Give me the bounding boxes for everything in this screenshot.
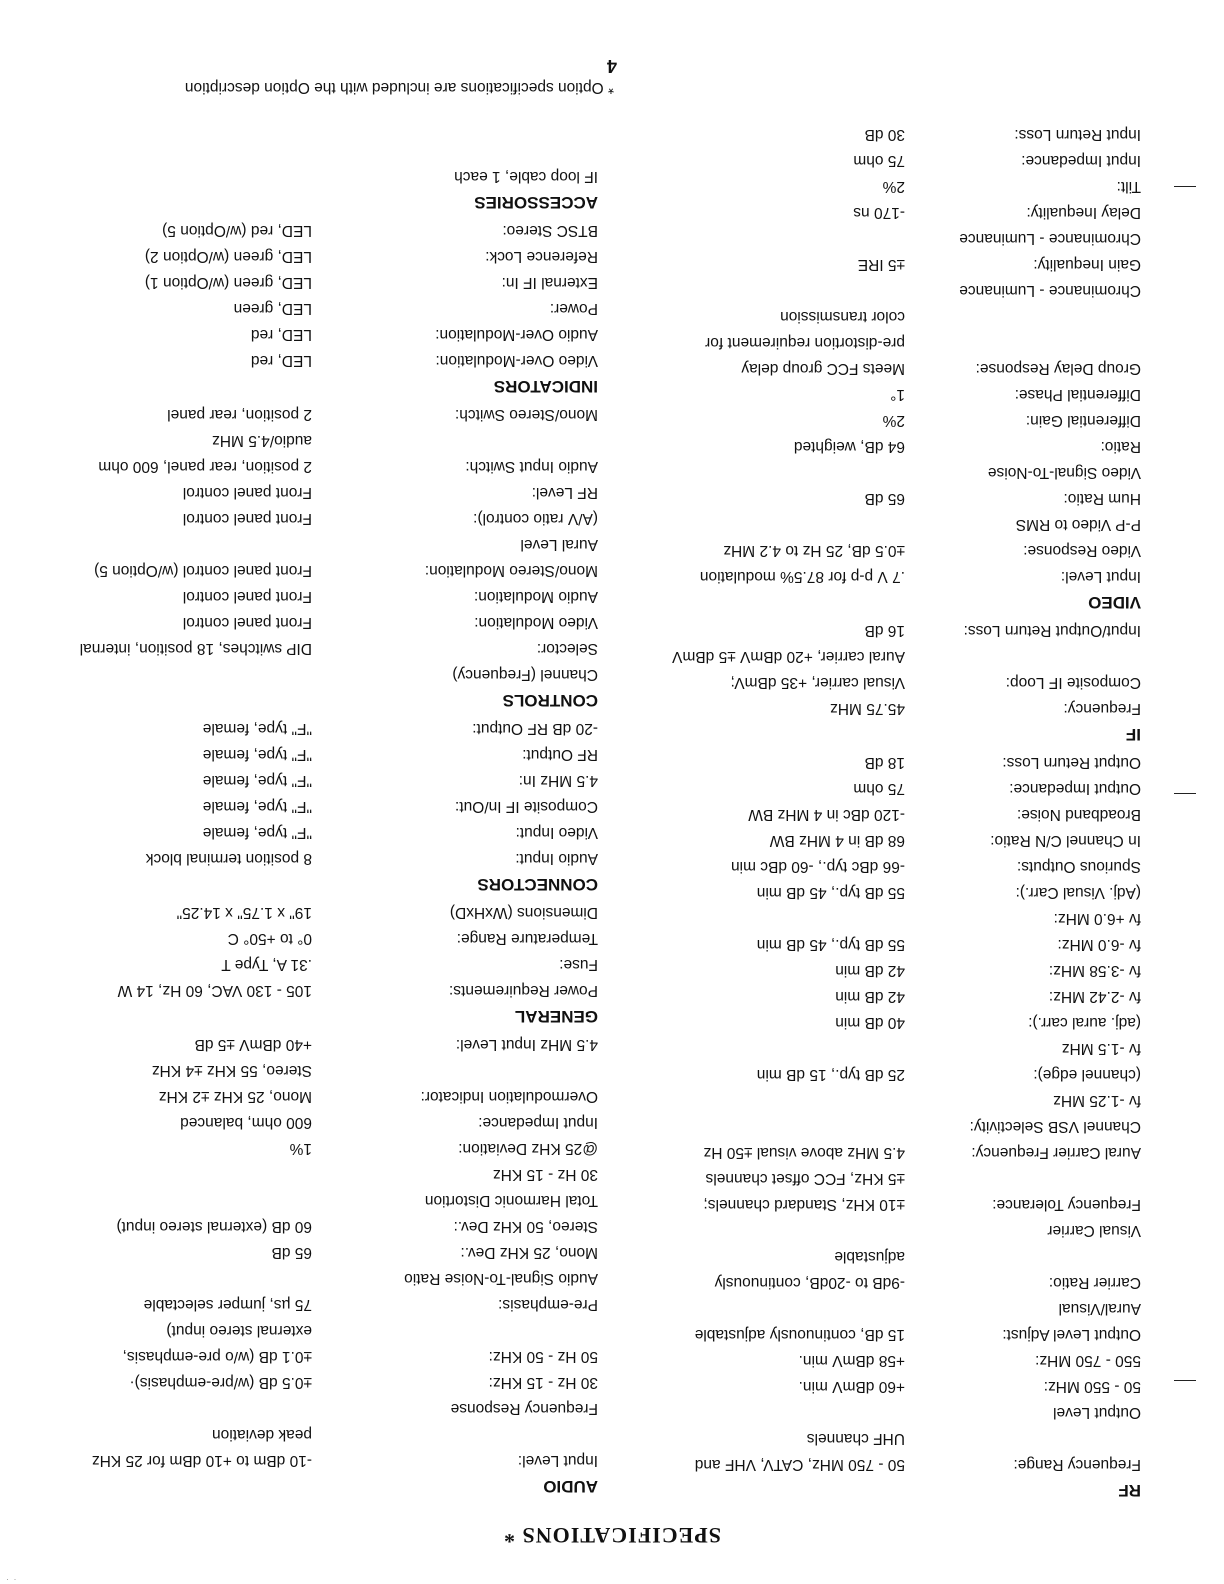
spec-row — [53, 925, 598, 951]
spec-row — [53, 1109, 598, 1135]
spec-value: 0° to +50° C — [227, 930, 312, 947]
spec-label: RF Output: — [522, 746, 598, 763]
spec-row — [621, 879, 1141, 1139]
accessory-item: IF loop cable, 1 each — [454, 168, 598, 185]
spec-value: -10 dBm to +10 dBm for 25 KHz peak deviation — [91, 1426, 312, 1469]
spec-row — [53, 977, 598, 1003]
spec-label: -20 dB RF Output: — [472, 720, 598, 737]
spec-row — [53, 269, 598, 295]
spec-label: Output Level Adjust: — [1002, 1326, 1141, 1343]
section-heading: ACCESSORIES — [474, 193, 598, 212]
margin-tick-mark — [1174, 1380, 1196, 1381]
spec-row — [53, 741, 598, 767]
spec-value: 18 dB — [864, 754, 905, 771]
spec-row — [621, 303, 1141, 381]
spec-value: 1% — [289, 1140, 312, 1157]
spec-row — [621, 749, 1141, 775]
spec-row — [621, 381, 1141, 407]
spec-label: Input Level: — [517, 1452, 598, 1469]
spec-value: 2% — [882, 178, 905, 195]
spec-label: Output Impedance: — [1009, 780, 1141, 797]
spec-row — [621, 643, 1141, 695]
spec-value: 1° — [890, 386, 905, 403]
spec-row — [621, 801, 1141, 827]
spec-row — [621, 853, 1141, 879]
spec-value: Meets FCC group delay pre-distortion requirement for color transmission — [705, 308, 905, 377]
document-title: SPECIFICATIONS * — [503, 1523, 721, 1548]
spec-row — [53, 427, 598, 479]
spec-value: LED, green (w/Option 2) — [144, 248, 312, 265]
spec-value: LED, red — [250, 352, 312, 369]
spec-value: ±0.5 dB, 25 Hz to 4.2 MHz — [723, 542, 905, 559]
spec-row — [53, 401, 598, 427]
spec-value: 105 - 130 VAC, 60 Hz, 14 W — [117, 982, 312, 999]
spec-label: Frequency: — [1063, 700, 1141, 717]
spec-label: Visual Carrier Frequency Tolerance: — [992, 1196, 1141, 1239]
spec-value: "F" type, female — [202, 772, 312, 789]
spec-value: Front panel control — [182, 588, 312, 605]
right-column — [53, 163, 598, 1501]
spec-value: 16 dB — [864, 622, 905, 639]
margin-tick-mark — [1174, 186, 1196, 187]
page-number: 4 — [607, 56, 618, 76]
section-heading: CONTROLS — [502, 691, 598, 710]
spec-value: Front panel control — [182, 484, 312, 501]
spec-label: Spurious Outputs: — [1016, 858, 1141, 875]
spec-row — [53, 1135, 598, 1213]
spec-label: Broadband Noise: — [1016, 806, 1141, 823]
spec-value: Front panel control — [182, 614, 312, 631]
spec-label: Temperature Range: — [456, 930, 598, 947]
spec-row — [53, 217, 598, 243]
spec-label: Tilt: — [1116, 178, 1141, 195]
spec-row — [621, 617, 1141, 643]
spec-row — [53, 715, 598, 741]
spec-value: 75 ohm — [853, 780, 905, 797]
spec-label: Fuse: — [559, 956, 598, 973]
spec-label: Aural/Visual Carrier Ratio: — [1048, 1274, 1141, 1317]
spec-label: Audio Over-Modulation: — [435, 326, 598, 343]
spec-label: Pre-emphasis: — [498, 1296, 598, 1313]
spec-label: BTSC Stereo: — [502, 222, 598, 239]
spec-value: "F" type, female — [202, 824, 312, 841]
spec-label: Composite IF Loop: — [1005, 674, 1141, 691]
spec-value: Visual carrier, +35 dBmV; Aural carrier, +20 dBmV ±5 dBmV — [672, 648, 905, 691]
spec-label: Audio Input Switch: — [465, 458, 598, 475]
spec-value: 75 ohm — [853, 152, 905, 169]
spec-row — [53, 479, 598, 505]
spec-value: -66 dBc typ., -60 dBc min — [730, 858, 905, 875]
spec-value: LED, green (w/Option 1) — [144, 274, 312, 291]
spec-label: Output Level 50 - 550 MHz: 550 - 750 MHz: — [1035, 1352, 1141, 1421]
spec-value: 25 dB typ., 15 dB min 40 dB min 42 dB min 42 dB min 55 dB typ., 45 dB min 55 dB typ., 45 dB min — [756, 884, 905, 1083]
spec-label: 4.5 MHz Input Level: — [455, 1036, 598, 1053]
spec-label: External IF In: — [501, 274, 598, 291]
spec-label: Input Impedance: — [1021, 152, 1141, 169]
footnote: * Option specifications are included with the Option description — [184, 79, 614, 96]
left-column — [621, 121, 1141, 1501]
spec-value: 2 position, rear panel — [167, 406, 312, 423]
spec-value: 2 position, rear panel, 600 ohm audio/4.5 MHz — [98, 432, 312, 475]
spec-value: 600 ohm, balanced — [180, 1114, 312, 1131]
spec-row — [621, 827, 1141, 853]
spec-row — [53, 321, 598, 347]
spec-value: 65 dB — [864, 490, 905, 507]
spec-row — [53, 1291, 598, 1317]
spec-label: Input Level: — [1060, 568, 1141, 585]
spec-row — [621, 147, 1141, 173]
spec-value: 30 dB — [864, 126, 905, 143]
spec-value: "F" type, female — [202, 798, 312, 815]
spec-row — [53, 819, 598, 845]
spec-value: ±10 KHz, Standard channels; ±5 KHz, FCC offset channels — [703, 1170, 905, 1213]
spec-label: Video Signal-To-Noise Ratio: — [987, 438, 1141, 481]
spec-row — [53, 951, 598, 977]
spec-value: DIP switches, 18 position, internal — [79, 640, 312, 657]
spec-row — [53, 1421, 598, 1473]
spec-value: +40 dBmV ±5 dB — [194, 1036, 312, 1053]
section-heading: INDICATORS — [493, 377, 598, 396]
spec-row — [53, 899, 598, 925]
spec-label: Group Delay Response: — [975, 360, 1141, 377]
spec-value: 75 µs, jumper selectable — [143, 1296, 312, 1313]
spec-label: Input Impedance: — [478, 1114, 598, 1131]
spec-row — [621, 695, 1141, 721]
section-heading: AUDIO — [543, 1477, 598, 1496]
spec-label: P-P Video to RMS Hum Ratio: — [1015, 490, 1141, 533]
spec-value: 2% — [882, 412, 905, 429]
spec-row — [621, 251, 1141, 303]
spec-row — [621, 199, 1141, 251]
spec-label: Power: — [549, 300, 598, 317]
spec-label: Channel VSB Selectivity: fv -1.25 MHz (channel edge): fv -1.5 MHz (adj. aural carr.): fv -2.42 MHz: fv -3.58 MHz: fv -6.0 MHz: fv +6.0 MHz: (Adj. Visual Carr.): — [969, 884, 1141, 1135]
spec-row — [53, 635, 598, 687]
spec-row — [53, 557, 598, 583]
spec-label: Frequency Range: — [1013, 1456, 1141, 1473]
spec-label: Power Requirements: — [448, 982, 598, 999]
spec-value: LED, red — [250, 326, 312, 343]
spec-value: +60 dBmV min. +58 dBmV min. — [798, 1352, 905, 1395]
spec-row — [53, 347, 598, 373]
spec-row — [53, 243, 598, 269]
spec-value: 19" x 1.75" x 14.25" — [176, 904, 312, 921]
spec-label: Reference Lock: — [485, 248, 598, 265]
spec-label: Differential Gain: — [1025, 412, 1141, 429]
spec-value: ±0.5 dB (w/pre-emphasis)· ±0.1 dB (w/o pre-emphasis, external stereo input) — [122, 1322, 312, 1391]
spec-label: Video Input: — [515, 824, 598, 841]
spec-label: Chrominance - Luminance Gain Inequality: — [959, 256, 1141, 299]
spec-row — [53, 845, 598, 871]
scan-artifact: · · — [6, 1574, 18, 1584]
spec-value: -9dB to -20dB, continuously adjustable — [714, 1248, 905, 1291]
spec-row — [621, 407, 1141, 433]
section-heading: VIDEO — [1088, 593, 1141, 612]
spec-label: Mono/Stereo Modulation: — [424, 562, 598, 579]
section-heading: GENERAL — [514, 1007, 598, 1026]
spec-value: 64 dB, weighted — [793, 438, 905, 455]
spec-row — [621, 1321, 1141, 1347]
spec-row — [621, 1243, 1141, 1321]
spec-value: .31 A, Type T — [221, 956, 312, 973]
spec-label: Video Over-Modulation: — [435, 352, 598, 369]
spec-label: Audio Signal-To-Noise Ratio Mono, 25 KHz Dev.: Stereo, 50 KHz Dev.: — [404, 1218, 598, 1287]
spec-row — [53, 1057, 598, 1109]
spec-value: LED, red (w/Option 5) — [162, 222, 312, 239]
spec-label: Input Return Loss: — [1014, 126, 1141, 143]
spec-label: Total Harmonic Distortion 30 Hz - 15 KHz @25 KHz Deviation: — [424, 1140, 598, 1209]
spec-row — [53, 1213, 598, 1291]
spec-row — [621, 485, 1141, 537]
spec-value: Front panel control (w/Option 5) — [94, 562, 312, 579]
spec-row — [53, 793, 598, 819]
spec-value: 15 dB, continuously adjustable — [694, 1326, 905, 1343]
spec-label: Composite IF In/Out: — [455, 798, 598, 815]
spec-value: -170 ns — [853, 204, 905, 221]
spec-label: Audio Modulation: — [473, 588, 598, 605]
spec-row — [621, 1425, 1141, 1477]
spec-label: Input/Output Return Loss: — [963, 622, 1141, 639]
spec-value: .7 V p-p for 87.5% modulation — [699, 568, 905, 585]
spec-value: 68 dB in 4 MHz BW — [769, 832, 905, 849]
spec-value: 65 dB 60 dB (external stereo input) — [116, 1218, 312, 1261]
section-heading: CONNECTORS — [477, 875, 598, 894]
section-heading: RF — [1118, 1481, 1141, 1500]
spec-label: RF Level: — [531, 484, 598, 501]
spec-label: Mono/Stereo Switch: — [454, 406, 598, 423]
spec-value: 4.5 MHz above visual ±50 Hz — [703, 1144, 905, 1161]
spec-row — [53, 295, 598, 321]
spec-row — [621, 563, 1141, 589]
spec-value: -120 dBc in 4 MHz BW — [748, 806, 905, 823]
spec-row — [621, 1139, 1141, 1165]
margin-tick-mark — [1174, 793, 1196, 794]
spec-value: "F" type, female — [202, 720, 312, 737]
spec-label: Dimensions (WxHxD) — [449, 904, 598, 921]
spec-value: LED, green — [233, 300, 312, 317]
spec-label: In Channel C/N Ratio: — [990, 832, 1141, 849]
spec-row — [53, 505, 598, 557]
spec-value: 50 - 750 MHz, CATV, VHF and UHF channels — [694, 1430, 905, 1473]
spec-label: Differential Phase: — [1014, 386, 1141, 403]
spec-label: Video Modulation: — [474, 614, 598, 631]
spec-row — [621, 173, 1141, 199]
spec-row — [53, 1317, 598, 1421]
spec-row — [53, 767, 598, 793]
spec-label: Channel (Frequency) Selector: — [452, 640, 598, 683]
spec-row — [621, 537, 1141, 563]
spec-value: ±5 IRE — [857, 256, 905, 273]
spec-row — [621, 121, 1141, 147]
spec-label: Aural Level (A/V ratio control): — [473, 510, 598, 553]
spec-value: Mono, 25 KHz ±2 KHz Stereo, 55 KHz ±4 KHz — [151, 1062, 312, 1105]
spec-row — [53, 609, 598, 635]
spec-row — [621, 433, 1141, 485]
section-heading: IF — [1125, 725, 1141, 744]
spec-label: Output Return Loss: — [1002, 754, 1141, 771]
spec-row — [621, 775, 1141, 801]
spec-value: 45.75 MHz — [830, 700, 905, 717]
spec-label: Overmodulation Indicator: — [420, 1088, 598, 1105]
spec-row — [53, 1031, 598, 1057]
spec-label: Chrominance - Luminance Delay Inequality: — [959, 204, 1141, 247]
spec-value: 8 position terminal block — [145, 850, 312, 867]
spec-label: Audio Input: — [515, 850, 598, 867]
spec-label: Video Response: — [1023, 542, 1141, 559]
spec-label: Aural Carrier Frequency: — [971, 1144, 1141, 1161]
spec-row — [621, 1347, 1141, 1425]
spec-label: Frequency Response 30 Hz - 15 KHz: 50 Hz - 50 KHz: — [450, 1348, 598, 1417]
spec-row — [53, 583, 598, 609]
spec-row — [621, 1165, 1141, 1243]
spec-value: "F" type, female — [202, 746, 312, 763]
spec-label: 4.5 MHz In: — [518, 772, 598, 789]
spec-value: Front panel control — [182, 510, 312, 527]
